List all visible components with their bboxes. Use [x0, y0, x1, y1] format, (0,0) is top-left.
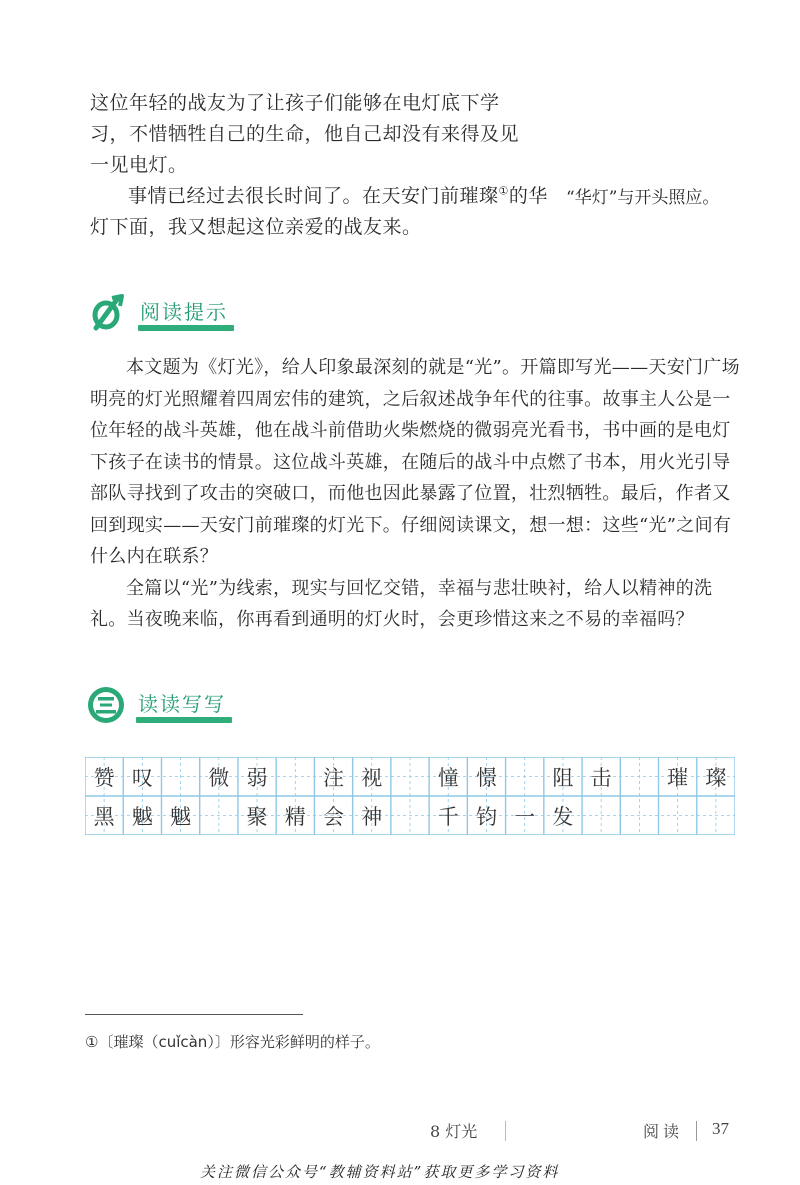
reading-tips-header — [88, 292, 230, 334]
vocabulary-cell: 璨 — [705, 765, 727, 790]
vocabulary-cell: 憧 — [437, 765, 459, 790]
vocabulary-cell — [620, 796, 658, 835]
reading-tips-icon — [88, 292, 130, 334]
story-paragraph-2 — [90, 181, 550, 243]
vocabulary-cell: 黑 — [93, 804, 115, 829]
vocabulary-cell: 会 — [323, 804, 345, 829]
vocabulary-cell — [582, 796, 620, 835]
footnote-divider — [85, 1014, 303, 1015]
vocabulary-cell — [391, 757, 429, 796]
footnote-marker[interactable]: ① — [498, 184, 509, 198]
vocabulary-cell: 注 — [323, 765, 345, 790]
vocabulary-cell: 千 — [437, 804, 459, 829]
vocabulary-cell: 叹 — [131, 765, 153, 790]
footer-divider — [696, 1121, 697, 1141]
reading-tips-paragraph: 本文题为《灯光》，给人印象最深刻的就是“光”。开篇即写光——天安门广场明亮的灯光照耀着四周宏伟的建筑，之后叙述战争年代的往事。故事主人公是一位年轻的战斗英雄，他在战斗前借助火柴燃烧的微弱亮光看书，书中画的是电灯下孩子在读书的情景。这位战斗英雄，在随后的战斗中点燃了书本，用火光引导部队寻找到了攻击的突破口，而他也因此暴露了位置，壮烈牺牲。最后，作者又回到现实——天安门前璀璨的灯光下。仔细阅读课文，想一想：这些“光”之间有什么内在联系？ — [90, 357, 740, 567]
reading-tips-body — [90, 352, 740, 636]
read-write-header — [86, 684, 228, 726]
footnote: ①〔璀璨（cuǐcàn）〕形容光彩鲜明的样子。 — [85, 1033, 380, 1051]
vocabulary-cell: 微 — [208, 765, 230, 790]
story-paragraph-2-text: 事情已经过去很长时间了。在天安门前璀璨 — [128, 185, 499, 207]
vocabulary-grid — [85, 757, 735, 835]
footer-section: 阅读 — [643, 1122, 684, 1141]
vocabulary-cell: 击 — [590, 765, 612, 790]
vocabulary-cell — [506, 757, 544, 796]
vocabulary-cell — [276, 757, 314, 796]
vocabulary-cell: 阻 — [552, 765, 574, 790]
vocabulary-row-2 — [85, 796, 735, 835]
footer-chapter: 8 灯光 — [430, 1122, 478, 1141]
vocabulary-cell: 赞 — [93, 765, 115, 790]
reading-tips-paragraph: 全篇以“光”为线索，现实与回忆交错，幸福与悲壮映衬，给人以精神的洗礼。当夜晚来临，你再看到通明的灯火时，会更珍惜这来之不易的幸福吗？ — [90, 577, 713, 630]
vocabulary-cell — [620, 757, 658, 796]
margin-annotation: “华灯”与开头照应。 — [566, 188, 720, 208]
page-footer — [0, 1119, 800, 1145]
vocabulary-cell: 一 — [514, 804, 536, 829]
vocabulary-cell: 聚 — [246, 804, 268, 829]
vocabulary-cell — [200, 796, 238, 835]
vocabulary-row-1 — [85, 757, 735, 796]
vocabulary-cell: 魆 — [170, 804, 192, 829]
vocabulary-cell: 魆 — [131, 804, 153, 829]
reading-tips-title: 阅读提示 — [138, 296, 230, 331]
vocabulary-cell — [161, 757, 199, 796]
vocabulary-cell: 神 — [361, 804, 383, 829]
watermark-text: 关注微信公众号“教辅资料站”获取更多学习资料 — [200, 1163, 560, 1181]
page-number: 37 — [712, 1119, 729, 1138]
story-paragraph-2-tail: 的华灯下面，我又想起这位亲爱的战友来。 — [90, 185, 548, 238]
vocabulary-cell: 发 — [552, 804, 574, 829]
vocabulary-cell: 璀 — [667, 765, 689, 790]
footer-divider — [505, 1121, 506, 1141]
vocabulary-cell: 弱 — [246, 765, 268, 790]
vocabulary-cell: 钧 — [475, 804, 497, 829]
vocabulary-cell — [697, 796, 735, 835]
vocabulary-cell: 视 — [361, 765, 383, 790]
vocabulary-cell: 憬 — [475, 765, 497, 790]
story-paragraph-1: 这位年轻的战友为了让孩子们能够在电灯底下学习，不惜牺牲自己的生命，他自己却没有来得及见一见电灯。 — [90, 92, 520, 176]
vocabulary-cell — [391, 796, 429, 835]
vocabulary-cell — [659, 796, 697, 835]
vocabulary-cell: 精 — [284, 804, 306, 829]
read-write-title: 读读写写 — [136, 688, 228, 723]
read-write-icon — [86, 684, 128, 726]
